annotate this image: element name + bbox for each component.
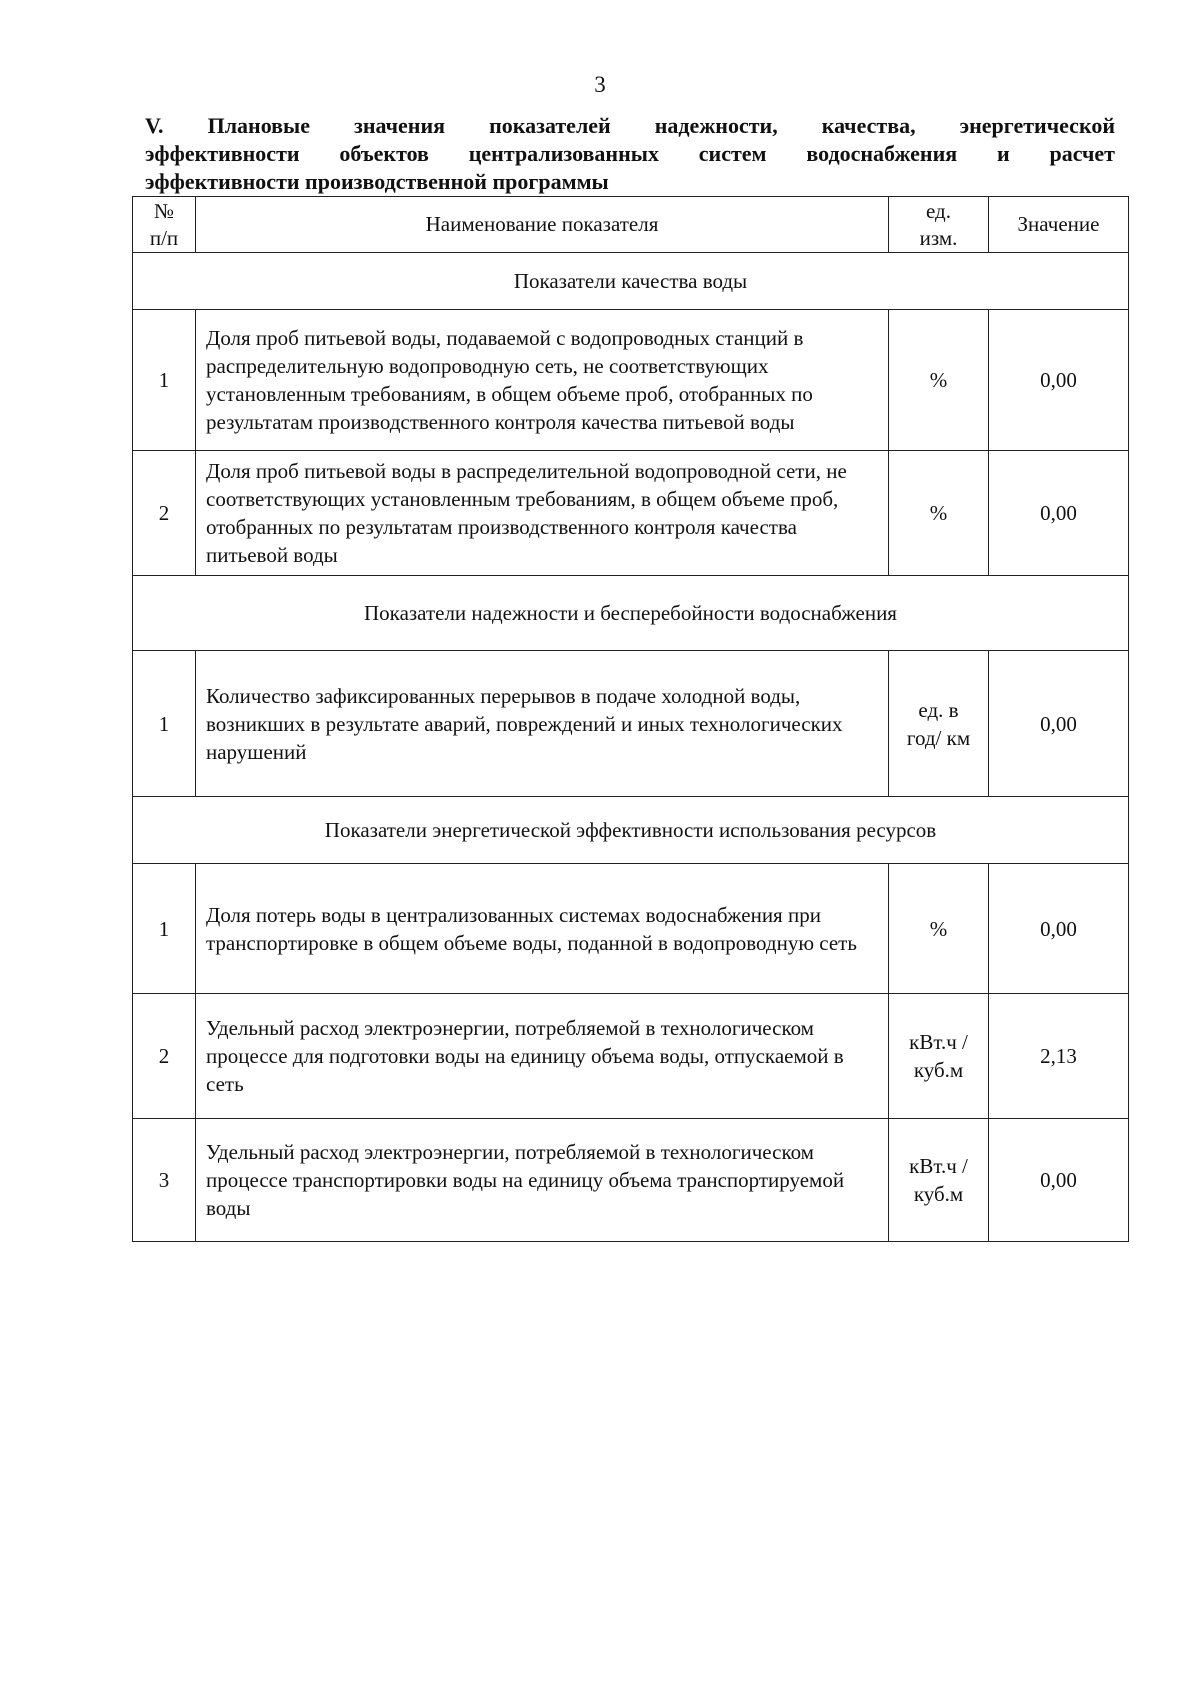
table-row: [133, 451, 1129, 576]
row-unit: [889, 864, 989, 994]
group-row-reliability: [133, 576, 1129, 651]
group-row-water-quality: [133, 253, 1129, 310]
row-unit-line-2: куб.м: [913, 1182, 964, 1206]
header-unit: [889, 197, 989, 253]
row-value: 2,13: [989, 994, 1129, 1119]
row-value: 0,00: [989, 451, 1129, 576]
header-number-line-2: п/п: [149, 225, 179, 250]
table-row: [133, 994, 1129, 1119]
header-number: [133, 197, 196, 253]
row-value: 0,00: [989, 651, 1129, 797]
row-unit-line-2: куб.м: [913, 1058, 964, 1082]
row-number: 3: [133, 1119, 196, 1242]
section-title: [145, 112, 1115, 196]
table-row: [133, 310, 1129, 451]
header-value: Значение: [989, 197, 1129, 253]
row-name: Доля проб питьевой воды в распределительной водопроводной сети, не соответствующих установленным требованиям, в общем объеме проб, отобранных по результатам производственного контроля качества питьевой воды: [196, 451, 889, 576]
section-title-line-2: эффективности объектов централизованных систем водоснабжения и расчет: [145, 141, 1115, 166]
section-title-line-1: V. Плановые значения показателей надежности, качества, энергетической: [145, 113, 1115, 138]
row-unit: [889, 994, 989, 1119]
group-title: Показатели надежности и бесперебойности водоснабжения: [133, 576, 1129, 651]
row-name: Удельный расход электроэнергии, потребляемой в технологическом процессе для подготовки воды на единицу объема воды, отпускаемой в сеть: [196, 994, 889, 1119]
row-name: Удельный расход электроэнергии, потребляемой в технологическом процессе транспортировки воды на единицу объема транспортируемой воды: [196, 1119, 889, 1242]
row-unit: [889, 310, 989, 451]
indicators-table: [132, 196, 1129, 1242]
table-row: [133, 651, 1129, 797]
row-name: Доля проб питьевой воды, подаваемой с водопроводных станций в распределительную водопроводную сеть, не соответствующих установленным требованиям, в общем объеме проб, отобранных по результатам производственного контроля качества питьевой воды: [196, 310, 889, 451]
row-unit: [889, 651, 989, 797]
row-number: 1: [133, 651, 196, 797]
table-row: [133, 1119, 1129, 1242]
header-number-line-1: №: [153, 198, 175, 223]
row-unit-line-1: %: [929, 916, 948, 941]
row-unit-line-1: кВт.ч /: [909, 1030, 968, 1054]
row-unit: [889, 1119, 989, 1242]
row-unit-line-1: %: [929, 368, 948, 392]
row-number: 1: [133, 310, 196, 451]
row-unit-line-2: год/ км: [906, 725, 971, 750]
row-name: Количество зафиксированных перерывов в подаче холодной воды, возникших в результате аварий, повреждений и иных технологических нарушений: [196, 651, 889, 797]
row-number: 1: [133, 864, 196, 994]
header-unit-line-2: изм.: [919, 225, 958, 250]
group-title: Показатели качества воды: [133, 253, 1129, 310]
table-header-row: [133, 197, 1129, 253]
row-number: 2: [133, 994, 196, 1119]
group-row-energy-efficiency: [133, 797, 1129, 864]
section-title-line-3: эффективности производственной программы: [145, 169, 609, 194]
row-unit-line-1: %: [929, 501, 948, 525]
row-value: 0,00: [989, 310, 1129, 451]
row-value: 0,00: [989, 864, 1129, 994]
row-value: 0,00: [989, 1119, 1129, 1242]
header-unit-line-1: ед.: [926, 198, 951, 223]
row-unit-line-1: ед. в: [918, 697, 959, 722]
table-row: [133, 864, 1129, 994]
row-number: 2: [133, 451, 196, 576]
header-name: Наименование показателя: [196, 197, 889, 253]
row-unit: [889, 451, 989, 576]
row-name: Доля потерь воды в централизованных системах водоснабжения при транспортировке в общем объеме воды, поданной в водопроводную сеть: [196, 864, 889, 994]
page-number: 3: [594, 72, 606, 97]
group-title: Показатели энергетической эффективности использования ресурсов: [133, 797, 1129, 864]
row-unit-line-1: кВт.ч /: [909, 1154, 968, 1178]
